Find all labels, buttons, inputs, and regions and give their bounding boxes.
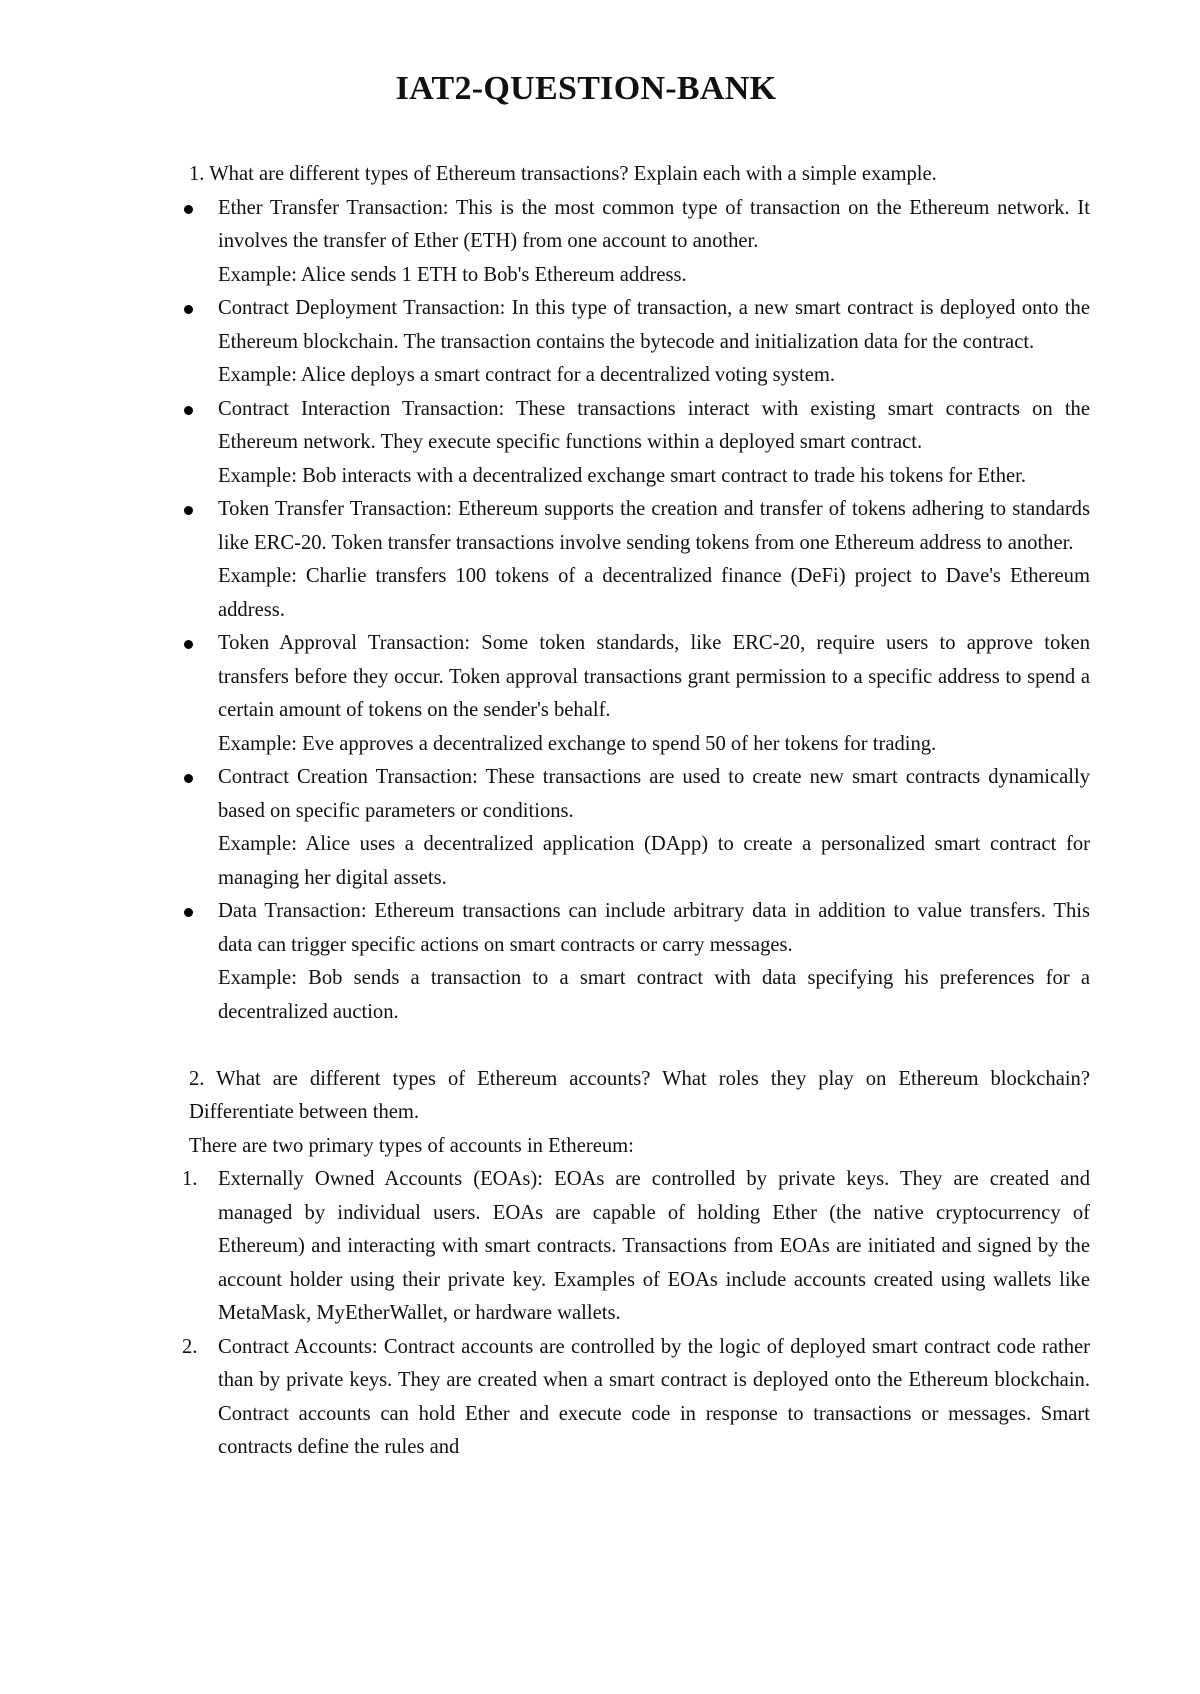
bullet-dot-icon <box>184 305 193 314</box>
item-number: 2. <box>182 1335 198 1358</box>
item-example: Example: Alice uses a decentralized application (DApp) to create a personalized smart contract for managing her digital assets. <box>218 833 1090 889</box>
bullet-dot-icon <box>184 205 193 214</box>
document-title: IAT2-QUESTION-BANK <box>395 70 777 107</box>
item-example: Example: Alice sends 1 ETH to Bob's Ethereum address. <box>218 263 687 286</box>
item-description: Contract Interaction Transaction: These transactions interact with existing smart contracts on the Ethereum network. They execute specific functions within a deployed smart contract. <box>218 397 1090 453</box>
item-example: Example: Eve approves a decentralized exchange to spend 50 of her tokens for trading. <box>218 732 937 755</box>
list-item-ether-transfer <box>182 192 1090 293</box>
list-item-token-transfer <box>182 493 1090 627</box>
item-description: Ether Transfer Transaction: This is the most common type of transaction on the Ethereum network. It involves the transfer of Ether (ETH) from one account to another. <box>218 196 1090 252</box>
item-description: Contract Deployment Transaction: In this type of transaction, a new smart contract is deployed onto the Ethereum blockchain. The transaction contains the bytecode and initialization data for the contract. <box>218 297 1090 353</box>
item-example: Example: Alice deploys a smart contract for a decentralized voting system. <box>218 364 836 386</box>
list-item-eoa <box>182 1163 1090 1331</box>
list-item-contract-interaction <box>182 393 1090 494</box>
item-description: Token Transfer Transaction: Ethereum supports the creation and transfer of tokens adhering to standards like ERC-20. Token transfer transactions involve sending tokens from one Ethereum address to another. <box>218 498 1090 554</box>
item-example: Example: Bob interacts with a decentralized exchange smart contract to trade his tokens for Ether. <box>218 464 1027 487</box>
document-body <box>182 158 1090 1465</box>
item-description: Data Transaction: Ethereum transactions can include arbitrary data in addition to value transfers. This data can trigger specific actions on smart contracts or carry messages. <box>218 900 1090 956</box>
account-types-list <box>182 1163 1090 1465</box>
list-item-contract-accounts <box>182 1331 1090 1465</box>
section-spacer <box>182 1029 1090 1063</box>
list-item-token-approval <box>182 627 1090 761</box>
list-item-contract-deployment <box>182 292 1090 393</box>
question-1-text: 1. What are different types of Ethereum transactions? Explain each with a simple example. <box>189 163 937 185</box>
bullet-dot-icon <box>184 640 193 649</box>
bullet-dot-icon <box>184 506 193 515</box>
bullet-dot-icon <box>184 774 193 783</box>
list-item-data-transaction <box>182 895 1090 1029</box>
question-2-intro: There are two primary types of accounts in Ethereum: <box>189 1134 634 1157</box>
item-number: 1. <box>182 1168 198 1190</box>
item-description: Token Approval Transaction: Some token standards, like ERC-20, require users to approve token transfers before they occur. Token approval transactions grant permission to a specific address to spend a certain amount of tokens on the sender's behalf. <box>218 632 1090 721</box>
transaction-types-list <box>182 192 1090 1030</box>
item-text: Externally Owned Accounts (EOAs): EOAs are controlled by private keys. They are created and managed by individual users. EOAs are capable of holding Ether (the native cryptocurrency of Ethereum) and interacting with smart contracts. Transactions from EOAs are initiated and signed by the account holder using their private key. Examples of EOAs include accounts created using wallets like MetaMask, MyEtherWallet, or hardware wallets. <box>218 1168 1090 1324</box>
bullet-dot-icon <box>184 908 193 917</box>
item-text: Contract Accounts: Contract accounts are controlled by the logic of deployed smart contract code rather than by private keys. They are created when a smart contract is deployed onto the Ethereum blockchain. Contract accounts can hold Ether and execute code in response to transactions or messages. Smart contracts define the rules and <box>218 1335 1090 1458</box>
question-2-text: 2. What are different types of Ethereum accounts? What roles they play on Ethereum blockchain? Differentiate between them. <box>189 1067 1090 1123</box>
item-description: Contract Creation Transaction: These transactions are used to create new smart contracts dynamically based on specific parameters or conditions. <box>218 766 1090 822</box>
item-example: Example: Bob sends a transaction to a smart contract with data specifying his preferences for a decentralized auction. <box>218 967 1090 1023</box>
bullet-dot-icon <box>184 406 193 415</box>
item-example: Example: Charlie transfers 100 tokens of a decentralized finance (DeFi) project to Dave's Ethereum address. <box>218 565 1090 621</box>
list-item-contract-creation <box>182 761 1090 895</box>
